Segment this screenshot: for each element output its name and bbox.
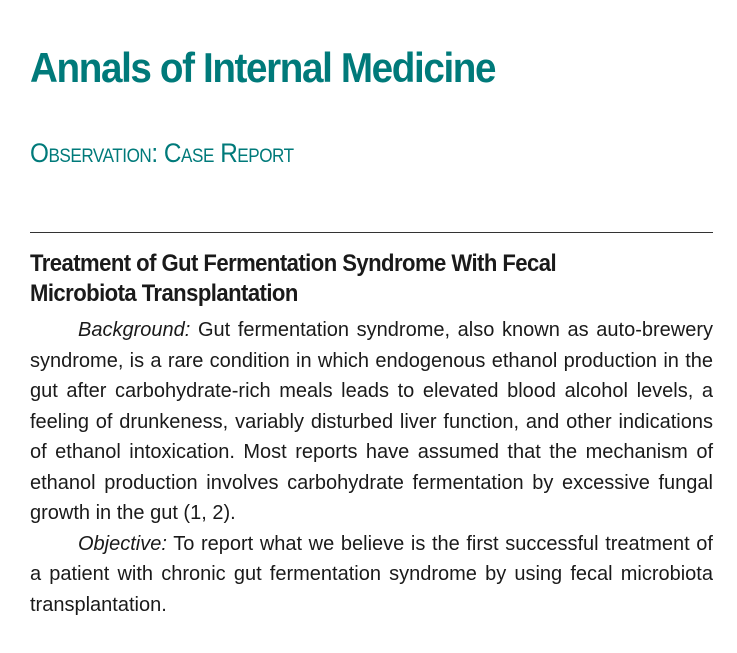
background-text: Gut fermentation syndrome, also known as auto-brewery syndrome, is a rare condition in which endogenous ethanol production in the gut after carbohydrate-rich meals leads to elevated blood alcohol levels, a feeling of drunkeness, variably disturbed liver function, and other indications of ethanol intoxication. Most reports have assumed that the mechanism of ethanol production involves carbohydrate fermentation by excessive fungal growth in the gut (1, 2). <box>30 319 713 524</box>
background-lead: Background: <box>78 319 191 341</box>
objective-text: To report what we believe is the first successful treatment of a patient with chronic gut fermentation syndrome by using fecal microbiota transplantation. <box>30 532 713 616</box>
article-title <box>30 249 674 309</box>
article-title-line-2: Microbiota Transplantation <box>30 280 298 307</box>
article-body <box>30 315 713 620</box>
objective-paragraph <box>30 529 713 621</box>
objective-lead: Objective: <box>78 532 167 555</box>
journal-name: Annals of Internal Medicine <box>30 44 496 91</box>
divider <box>30 232 713 233</box>
section-heading: Observation: Case Report <box>30 138 294 168</box>
background-paragraph <box>30 315 713 529</box>
article-title-line-1: Treatment of Gut Fermentation Syndrome With Fecal <box>30 250 557 277</box>
